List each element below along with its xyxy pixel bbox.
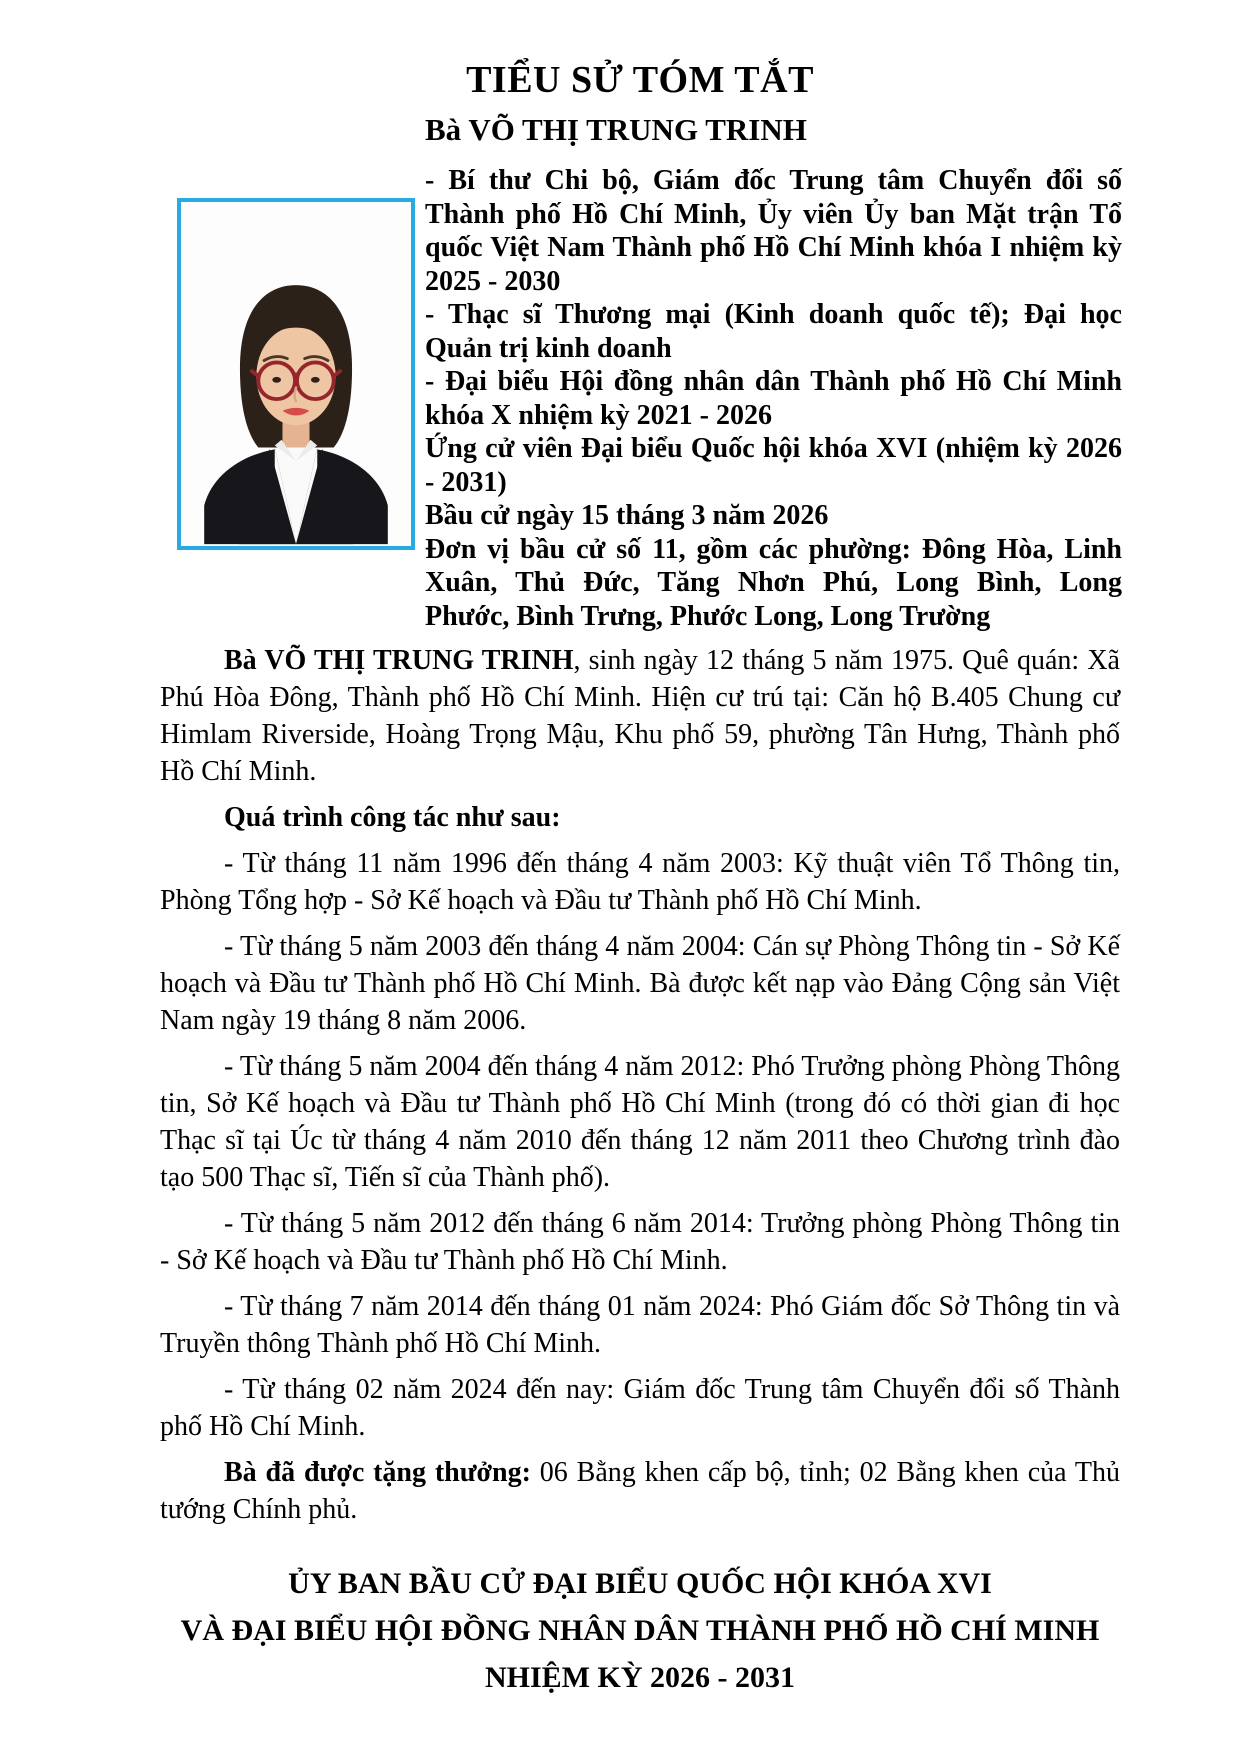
biography-body [160,642,1120,1537]
awards-paragraph [160,1454,1120,1528]
portrait-photo [181,202,411,546]
document-title: TIỂU SỬ TÓM TẮT [466,59,814,101]
profile-summary [425,164,1122,633]
career-item-2004-2012: - Từ tháng 5 năm 2004 đến tháng 4 năm 2012: Phó Trưởng phòng Phòng Thông tin, Sở Kế hoạch và Đầu tư Thành phố Hồ Chí Minh (trong đó có thời gian đi học Thạc sĩ tại Úc từ tháng 4 năm 2010 đến tháng 12 năm 2011 theo Chương trình đào tạo 500 Thạc sĩ, Tiến sĩ của Thành phố). [160,1051,1120,1193]
profile-item-positions: - Bí thư Chi bộ, Giám đốc Trung tâm Chuyển đổi số Thành phố Hồ Chí Minh, Ủy viên Ủy ban Mặt trận Tổ quốc Việt Nam Thành phố Hồ Chí Minh khóa I nhiệm kỳ 2025 - 2030 [425,165,1122,297]
portrait-photo-frame [177,198,415,550]
career-item-1996-2003: - Từ tháng 11 năm 1996 đến tháng 4 năm 2003: Kỹ thuật viên Tổ Thông tin, Phòng Tổng hợp - Sở Kế hoạch và Đầu tư Thành phố Hồ Chí Minh. [160,848,1120,916]
profile-item-candidacy: Ứng cử viên Đại biểu Quốc hội khóa XVI (nhiệm kỳ 2026 - 2031) [425,433,1122,498]
profile-item-constituency: Đơn vị bầu cử số 11, gồm các phường: Đông Hòa, Linh Xuân, Thủ Đức, Tăng Nhơn Phú, Long Bình, Long Phước, Bình Trưng, Phước Long, Long Trường [425,533,1122,632]
candidate-name-heading: Bà VÕ THỊ TRUNG TRINH [425,112,807,147]
intro-paragraph [160,642,1120,790]
footer-committee-line: ỦY BAN BẦU CỬ ĐẠI BIỂU QUỐC HỘI KHÓA XVI [288,1567,992,1600]
career-heading: Quá trình công tác như sau: [224,802,561,833]
election-committee-footer [160,1560,1120,1701]
awards-text: 06 Bằng khen cấp bộ, tỉnh; 02 Bằng khen của Thủ tướng Chính phủ. [160,1457,1120,1525]
intro-name-bold: Bà VÕ THỊ TRUNG TRINH [224,645,574,676]
career-item-2024-now: - Từ tháng 02 năm 2024 đến nay: Giám đốc Trung tâm Chuyển đổi số Thành phố Hồ Chí Minh. [160,1374,1120,1442]
footer-council-line: VÀ ĐẠI BIỂU HỘI ĐỒNG NHÂN DÂN THÀNH PHỐ HỒ CHÍ MINH [180,1614,1100,1647]
awards-label-bold: Bà đã được tặng thưởng: [224,1457,531,1488]
footer-term-line: NHIỆM KỲ 2026 - 2031 [485,1661,795,1694]
profile-item-council-delegate: - Đại biểu Hội đồng nhân dân Thành phố Hồ Chí Minh khóa X nhiệm kỳ 2021 - 2026 [425,366,1122,431]
profile-item-education: - Thạc sĩ Thương mại (Kinh doanh quốc tế); Đại học Quản trị kinh doanh [425,299,1122,364]
profile-item-election-date: Bầu cử ngày 15 tháng 3 năm 2026 [425,500,829,531]
career-item-2012-2014: - Từ tháng 5 năm 2012 đến tháng 6 năm 2014: Trưởng phòng Phòng Thông tin - Sở Kế hoạch và Đầu tư Thành phố Hồ Chí Minh. [160,1208,1120,1276]
career-item-2014-2024: - Từ tháng 7 năm 2014 đến tháng 01 năm 2024: Phó Giám đốc Sở Thông tin và Truyền thông Thành phố Hồ Chí Minh. [160,1291,1120,1359]
career-item-2003-2004: - Từ tháng 5 năm 2003 đến tháng 4 năm 2004: Cán sự Phòng Thông tin - Sở Kế hoạch và Đầu tư Thành phố Hồ Chí Minh. Bà được kết nạp vào Đảng Cộng sản Việt Nam ngày 19 tháng 8 năm 2006. [160,931,1120,1036]
intro-text: , sinh ngày 12 tháng 5 năm 1975. Quê quán: Xã Phú Hòa Đông, Thành phố Hồ Chí Minh. Hiện cư trú tại: Căn hộ B.405 Chung cư Himlam Riverside, Hoàng Trọng Mậu, Khu phố 59, phường Tân Hưng, Thành phố Hồ Chí Minh. [160,645,1120,787]
